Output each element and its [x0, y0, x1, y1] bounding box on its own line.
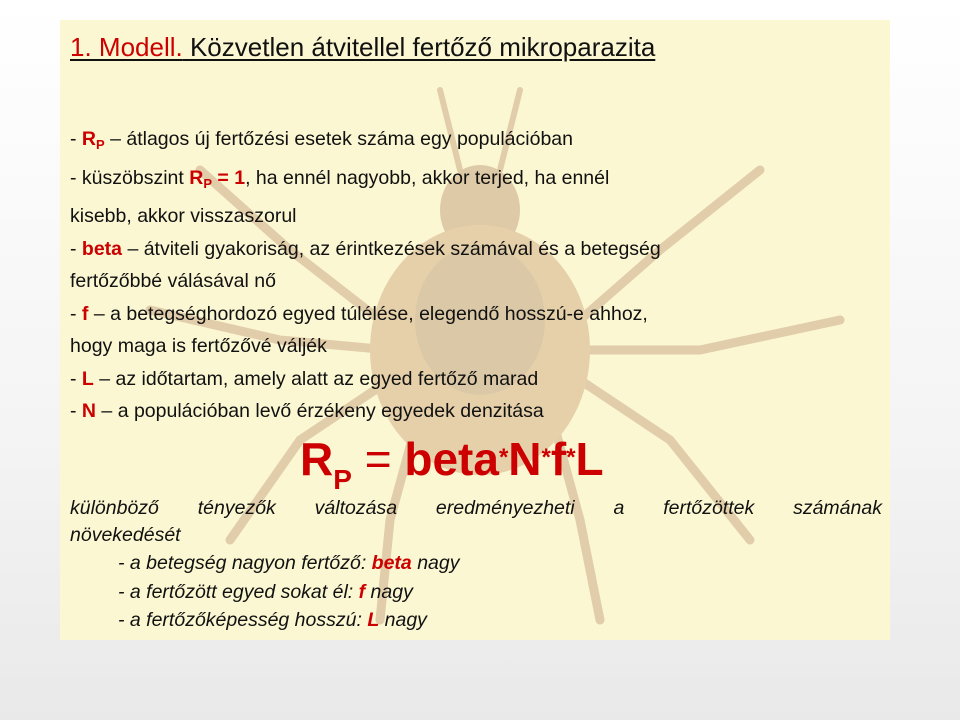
factors-note: [70, 495, 882, 635]
definition-beta: - beta – átviteli gyakoriság, az érintkezések számával és a betegség: [70, 237, 661, 260]
note-item-f: - a fertőzött egyed sokat él: f nagy: [118, 580, 413, 603]
note-item-beta: - a betegség nagyon fertőző: beta nagy: [118, 552, 460, 574]
symbol-l: L: [81, 367, 94, 390]
symbol-beta: beta: [81, 237, 123, 260]
definition-threshold-cont: kisebb, akkor visszaszorul: [70, 205, 297, 227]
note-item-l: - a fertőzőképesség hosszú: L nagy: [118, 609, 427, 631]
slide-title: [70, 32, 655, 63]
definition-f-cont: hogy maga is fertőzővé váljék: [70, 335, 327, 357]
definition-threshold: - küszöbszint $R_P = 1$, ha ennél nagyobb, akkor terjed, ha ennél: [70, 166, 610, 191]
definitions-list: [70, 123, 885, 428]
note-line-2: növekedését: [70, 524, 181, 546]
title-text: Közvetlen átvitellel fertőző mikroparazita: [189, 32, 656, 62]
note-line-1: különböző tényezők változása eredményezheti a fertőzöttek számának: [70, 497, 882, 519]
rp-formula: $R_P$ = beta*N*f*L: [300, 433, 604, 495]
symbol-f: f: [81, 302, 89, 325]
slide: [60, 20, 890, 640]
symbol-n: N: [81, 400, 97, 422]
threshold-formula: $R_P = 1$: [189, 166, 246, 191]
definition-l: - L – az időtartam, amely alatt az egyed fertőző marad: [70, 367, 539, 390]
definition-rp: - $R_P$ – átlagos új fertőzési esetek száma egy populációban: [70, 128, 573, 152]
definition-f: - f – a betegséghordozó egyed túlélése, elegendő hosszú-e ahhoz,: [70, 302, 648, 325]
model-label: 1. Modell.: [70, 32, 183, 62]
definition-beta-cont: fertőzőbbé válásával nő: [70, 270, 276, 292]
definition-n: - N – a populációban levő érzékeny egyedek denzitása: [70, 400, 544, 422]
slide-content: [60, 20, 890, 640]
symbol-rp: $R_P$: [81, 128, 105, 152]
